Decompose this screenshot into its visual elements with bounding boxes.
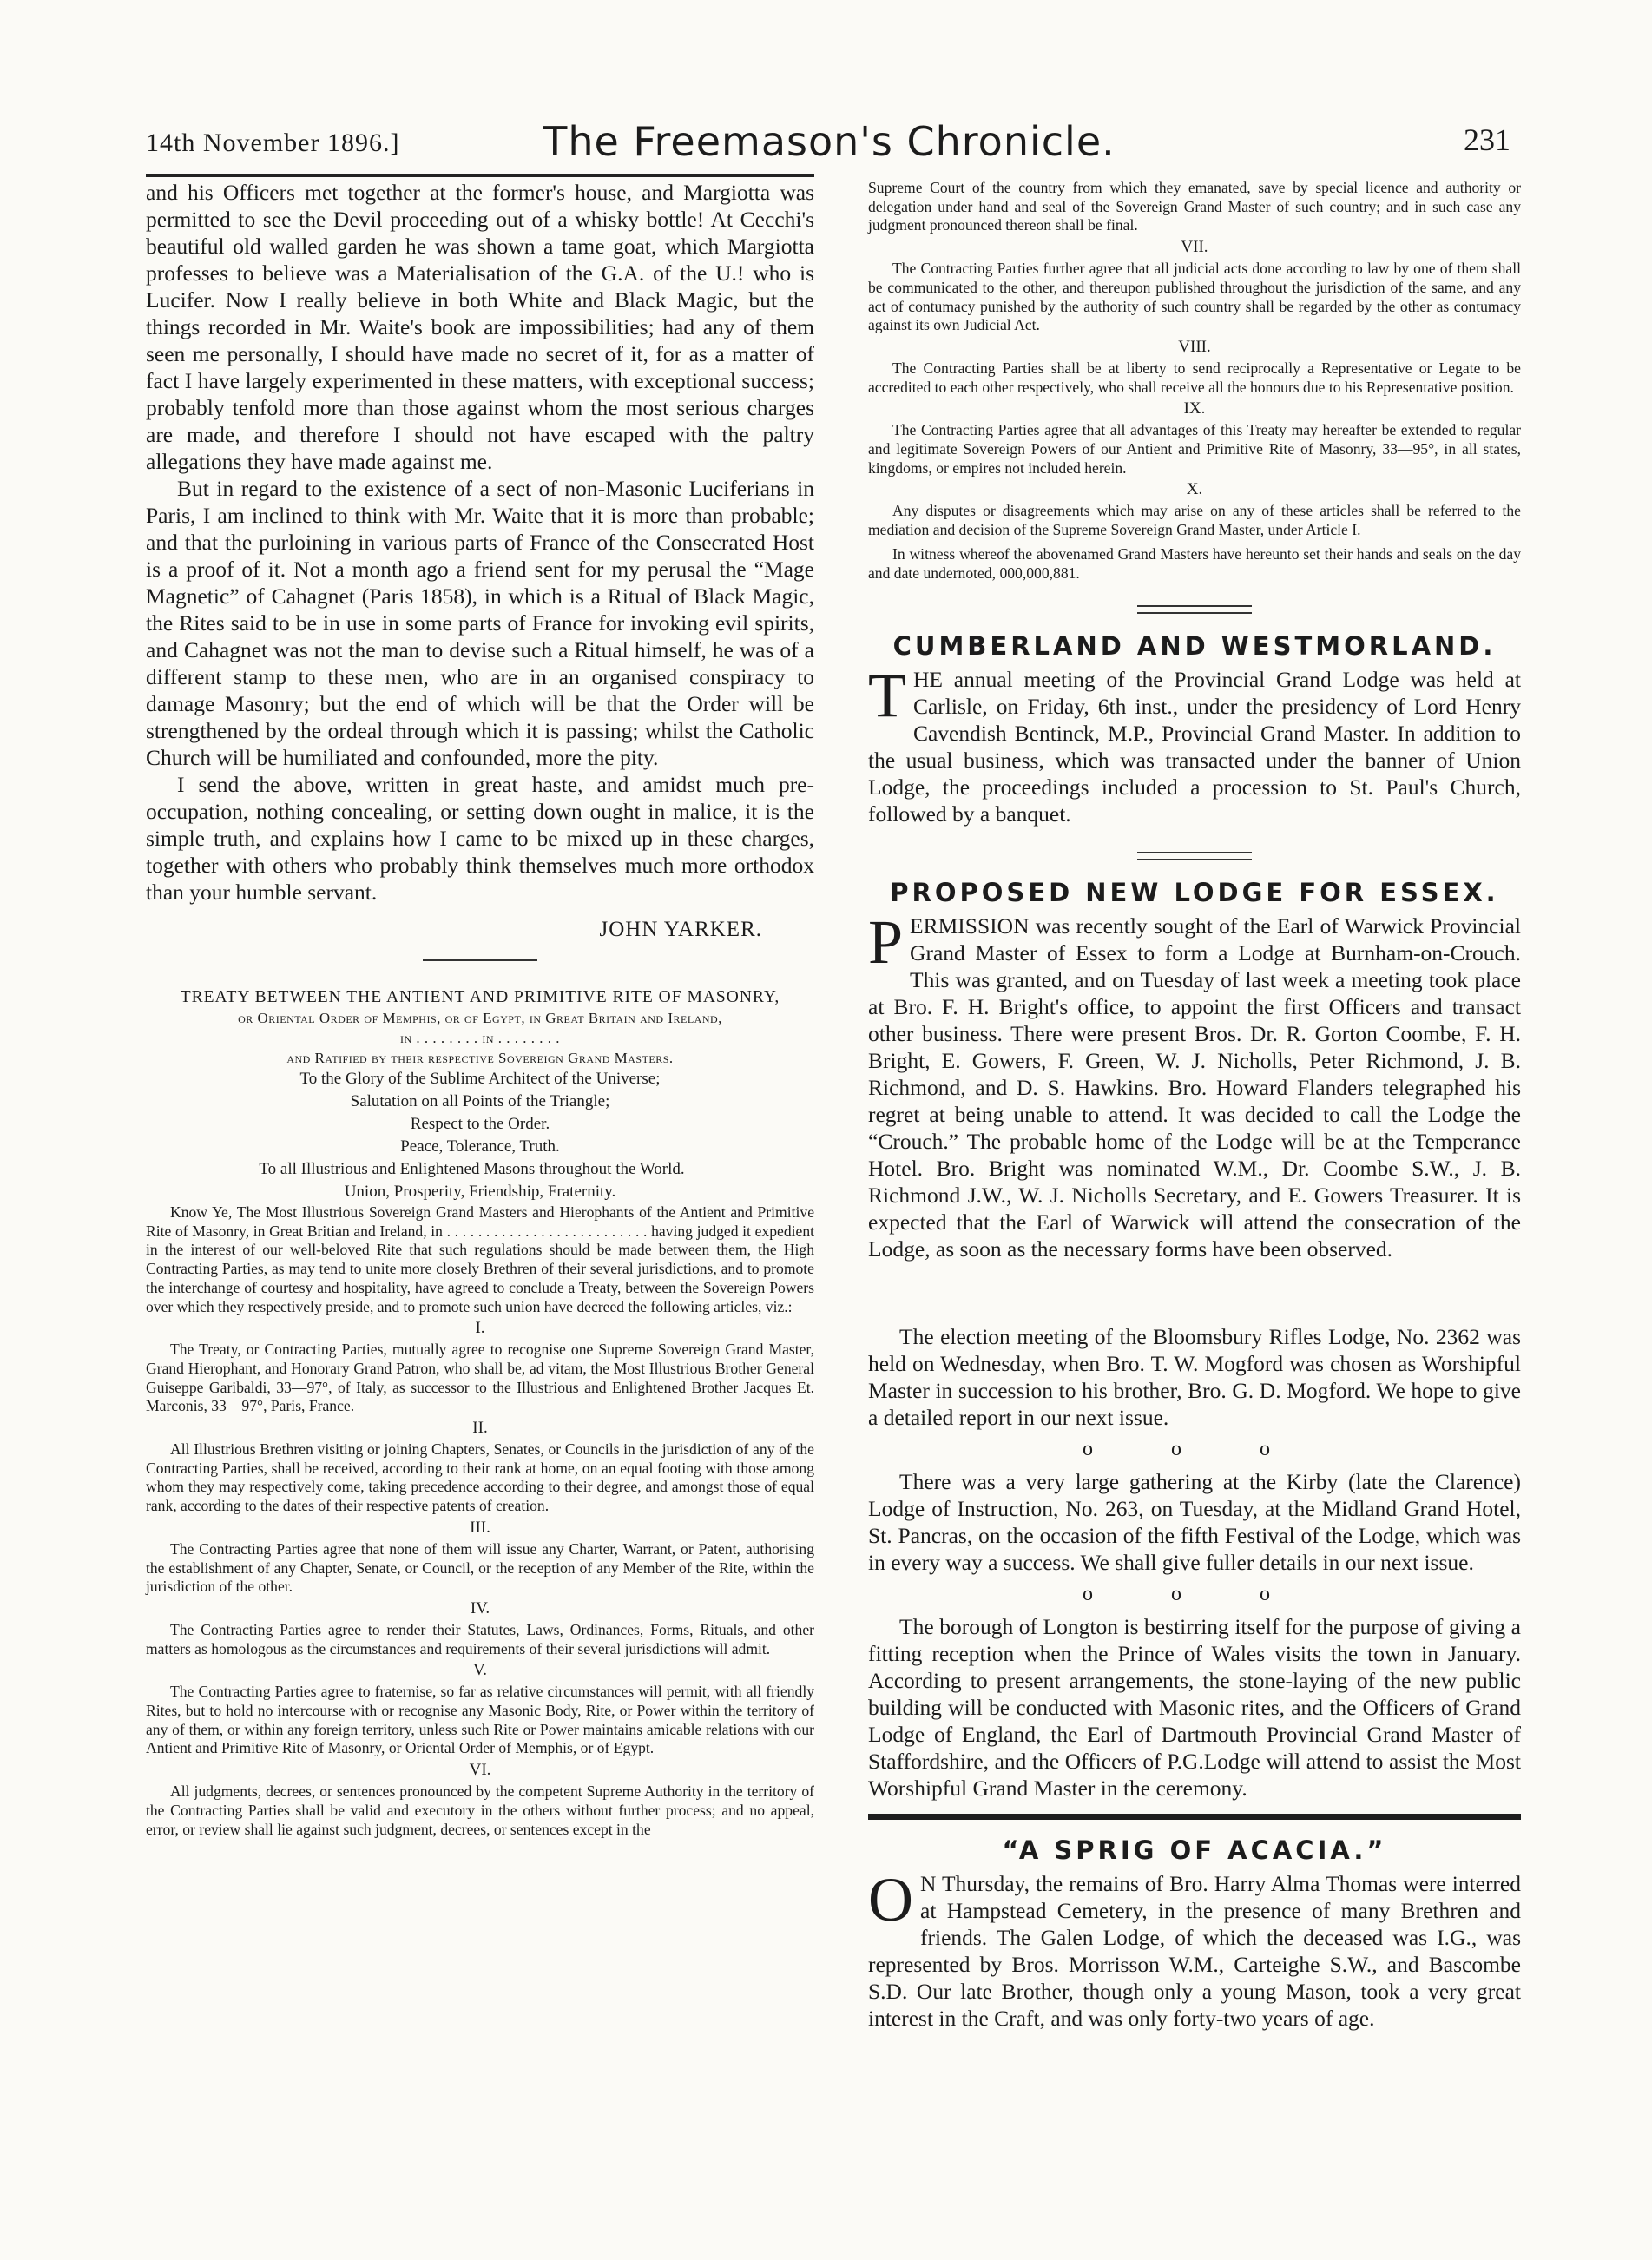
essex-article [868,878,1521,1262]
drop-cap: O [868,1865,913,1935]
article-number: IV. [470,1598,490,1618]
section-divider [1137,852,1252,860]
right-column [868,179,1521,2032]
treaty-respect: Respect to the Order. [410,1115,550,1133]
left-column [146,179,814,1839]
page-header [146,113,1512,165]
article-number: IX. [1183,399,1206,418]
treaty-witness: In witness whereof the abovenamed Grand Masters have hereunto set their hands and seals on the day and date undernoted, 000,000,881. [868,544,1521,582]
treaty-preamble: Know Ye, The Most Illustrious Sovereign Grand Masters and Hierophants of the Antient and Primitive Rite of Masonry, in Great Britian and Ireland, in . . . . . . . . . . . . . . . . . . . . . . . . . . having judged it expedient in the interest of our well-beloved Rite that such regulations should be made between them, the High Contracting Parties, as may tend to unite more closely Brethren of their several jurisdictions, and to promote the interchange of courtesy and hospitality, have agreed to conclude a Treaty, between the Sovereign Powers over which they respectively preside, and to promote such union have decreed the following articles, viz.:— [146,1203,814,1315]
newspaper-title: The Freemason's Chronicle. [543,118,1116,165]
treaty-article-10: Any disputes or disagreements which may arise on any of these articles shall be referred to the mediation and decision of the Supreme Sovereign Grand Master, under Article I. [868,502,1521,539]
treaty-article-8: The Contracting Parties shall be at liberty to send reciprocally a Representative or Legate to be accredited to each other respectively, who shall receive all the honours due to his Representative position. [868,359,1521,396]
treaty-article-9: The Contracting Parties agree that all advantages of this Treaty may hereafter be extended to regular and legitimate Sovereign Powers of our Antient and Primitive Rite of Masonry, 33—95°, in all states, kingdoms, or empires not included herein. [868,421,1521,477]
treaty-article-4: The Contracting Parties agree to render their Statutes, Laws, Ordinances, Forms, Rituals, and other matters as homologous as the circumstances and requirements of their several jurisdictions will admit. [146,1620,814,1657]
treaty-to-all: To all Illustrious and Enlightened Masons throughout the World.— [259,1160,701,1178]
treaty-union: Union, Prosperity, Friendship, Fraternity. [344,1183,616,1201]
section-ornament: o o o [1083,1438,1306,1461]
article-number: I. [475,1319,485,1338]
issue-date: 14th November 1896.] [146,128,400,157]
kirby-paragraph: There was a very large gathering at the Kirby (late the Clarence) Lodge of Instruction, No. 263, on Tuesday, at the Midland Grand Hotel, St. Pancras, on the occasion of the fifth Festival of the Lodge, which was in every way a success. We shall give fuller details in our next issue. [868,1469,1521,1576]
treaty-peace: Peace, Tolerance, Truth. [400,1137,560,1156]
heavy-rule [868,1814,1521,1820]
cumberland-article [868,631,1521,827]
yarker-paragraph-3: I send the above, written in great haste, and amidst much pre-occupation, nothing concealing, or setting down ought in malice, it is the simple truth, and explains how I came to be mixed up in these charges, together with others who probably think themselves much more orthodox than your humble servant. [146,772,814,905]
article-number: II. [472,1419,488,1438]
article-number: V. [472,1661,488,1680]
article-number: VI. [469,1761,491,1780]
treaty-article-2: All Illustrious Brethren visiting or joining Chapters, Senates, or Councils in the jurisdiction of any of the Contracting Parties, shall be received, according to their rank at home, on an equal footing with those among whom they may respectively come, taking precedence according to their degree, and amongst those of equal rank, according to the dates of their respective patents of creation. [146,1440,814,1515]
treaty-heading: TREATY BETWEEN THE ANTIENT AND PRIMITIVE RITE OF MASONRY, [180,988,780,1006]
treaty-article-6-continued: Supreme Court of the country from which they emanated, save by special licence and authority or delegation under hand and seal of the Sovereign Grand Master of such country; and in such case any judgment pronounced thereon shall be final. [868,179,1521,234]
acacia-article [868,1835,1521,2032]
treaty-glory: To the Glory of the Sublime Architect of the Universe; [299,1070,661,1088]
article-number: VII. [1181,238,1208,257]
section-heading: “A SPRIG OF ACACIA.” [1002,1835,1387,1866]
treaty-article-6: All judgments, decrees, or sentences pronounced by the competent Supreme Authority in the territory of the Contracting Parties shall be valid and executory in the others without further process; and no appeal, error, or review shall lie against such judgment, decrees, or sentences except in the [146,1782,814,1838]
cumberland-body: HE annual meeting of the Provincial Grand Lodge was held at Carlisle, on Friday, 6th inst., under the presidency of Lord Henry Cavendish Bentinck, M.P., Provincial Grand Master. In addition to the usual business, which was transacted under the banner of Union Lodge, the proceedings included a procession to St. Paul's Church, followed by a banquet. [868,667,1521,827]
treaty-salutation: Salutation on all Points of the Triangle; [350,1092,610,1110]
section-divider [1137,605,1252,614]
article-number: VIII. [1178,337,1211,356]
section-heading: CUMBERLAND AND WESTMORLAND. [892,631,1497,662]
article-number: III. [470,1518,490,1537]
treaty-article-1: The Treaty, or Contracting Parties, mutually agree to recognise one Supreme Sovereign Grand Master, Grand Hierophant, and Honorary Grand Patron, who shall be, ad vitam, the Most Illustrious Brother General Guiseppe Garibaldi, 33—97°, of Italy, as successor to the Illustrious and Enlightened Brother Jacques Et. Marconis, 33—97°, Paris, France. [146,1341,814,1415]
bloomsbury-paragraph: The election meeting of the Bloomsbury Rifles Lodge, No. 2362 was held on Wednesday, when Bro. T. W. Mogford was chosen as Worshipful Master in succession to his brother, Bro. G. D. Mogford. We hope to give a detailed report in our next issue. [868,1324,1521,1431]
article-number: X. [1186,480,1203,499]
yarker-paragraph-2: But in regard to the existence of a sect of non-Masonic Luciferians in Paris, I am inclined to think with Mr. Waite that it is more than probable; and that the purloining in various parts of France of the Consecrated Host is a proof of it. Not a month ago a friend sent for my perusal the “Mage Magnetic” of Cahagnet (Paris 1858), in which is a Ritual of Black Magic, the Rites said to be in use in some parts of France for invoking evil spirits, and Cahagnet was not the man to devise such a Ritual himself, he was of a different stamp to these men, who are in an organised conspiracy to damage Masonry; but the end of which will be that the Order will be strengthened by the ordeal through which it is passing; whilst the Catholic Church will be humiliated and confounded, more the pity. [146,476,814,770]
drop-cap: T [868,661,906,731]
yarker-paragraph-1: and his Officers met together at the former's house, and Margiotta was permitted to see the Devil proceeding out of a whisky bottle! At Cecchi's beautiful old walled garden he was shown a tame goat, which Margiotta professes to believe was a Materialisation of the G.A. of the U.! who is Lucifer. Now I really believe in both White and Black Magic, but the things recorded in Mr. Waite's book are impossibilities; had any of them seen me personally, I should have made no secret of it, for as a matter of fact I have largely experimented in these matters, with exceptional success; probably tenfold more than those against whom the most serious charges are made, and therefore I should not have escaped with the paltry allegations they have made against me. [146,180,814,474]
treaty-article-7: The Contracting Parties further agree that all judicial acts done according to law by one of them shall be communicated to the other, and thereupon published throughout the jurisdiction of the same, and any act of contumacy punished by the authority of such country shall be regarded by the other as contumacy against its own Judicial Act. [868,260,1521,334]
treaty-article-5: The Contracting Parties agree to fraternise, so far as relative circumstances will permit, with all friendly Rites, but to hold no intercourse with or recognise any Masonic Body, Rite, or Power within the territory of any of them, or within any foreign territory, unless such Rite or Power maintains amicable relations with our Antient and Primitive Rite of Masonry, or Oriental Order of Memphis, or of Egypt. [146,1683,814,1757]
treaty-in-line: in . . . . . . . . in . . . . . . . . [399,1030,561,1046]
header-rule [146,174,814,177]
signature: JOHN YARKER. [599,918,762,941]
treaty-subheading: or Oriental Order of Memphis, or of Egypt, in Great Britain and Ireland, [238,1010,722,1026]
section-heading: PROPOSED NEW LODGE FOR ESSEX. [890,878,1499,908]
essex-body: ERMISSION was recently sought of the Earl of Warwick Provincial Grand Master of Essex to form a Lodge at Burnham-on-Crouch. This was granted, and on Tuesday of last week a meeting took place at Bro. F. H. Bright's office, to appoint the first Officers and transact other business. There were present Bros. Dr. R. Gorton Coombe, F. H. Bright, E. Gowers, F. Green, W. J. Nicholls, Peter Richmond, J. B. Richmond, and D. S. Hawkins. Bro. Howard Flanders telegraphed his regret at being unable to attend. It was decided to call the Lodge the “Crouch.” The probable home of the Lodge will be at the Temperance Hotel. Bro. Bright was nominated W.M., Dr. Coombe S.W., J. B. Richmond J.W., W. J. Nicholls Secretary, and E. Gowers Treasurer. It is expected that the Earl of Warwick will attend the consecration of the Lodge, as soon as the necessary forms have been observed. [868,913,1521,1262]
section-ornament: o o o [1083,1583,1306,1606]
acacia-body: N Thursday, the remains of Bro. Harry Alma Thomas were interred at Hampstead Cemetery, in the presence of many Brethren and friends. The Galen Lodge, of which the deceased was I.G., was represented by Bros. Morrisson W.M., Carteighe S.W., and Bascombe S.D. Our late Brother, though only a young Mason, took a very great interest in the Craft, and was only forty-two years of age. [868,1871,1521,2032]
treaty-article-3: The Contracting Parties agree that none of them will issue any Charter, Warrant, or Patent, authorising the establishment of any Chapter, Senate, or Council, or the reception of any Member of the Rite, within the jurisdiction of the other. [146,1539,814,1596]
treaty-article [146,987,814,1839]
longton-paragraph: The borough of Longton is bestirring itself for the purpose of giving a fitting reception when the Prince of Wales visits the town in January. According to present arrangements, the stone-laying of the new public building will be conducted with Masonic rites, and the Officers of Grand Lodge of England, the Earl of Dartmouth Provincial Grand Master of Staffordshire, and the Officers of P.G.Lodge will attend to assist the Most Worshipful Grand Master in the ceremony. [868,1614,1521,1802]
page-number: 231 [1464,122,1510,157]
drop-cap: P [868,907,904,978]
treaty-ratified: and Ratified by their respective Sovereign Grand Masters. [286,1050,674,1066]
